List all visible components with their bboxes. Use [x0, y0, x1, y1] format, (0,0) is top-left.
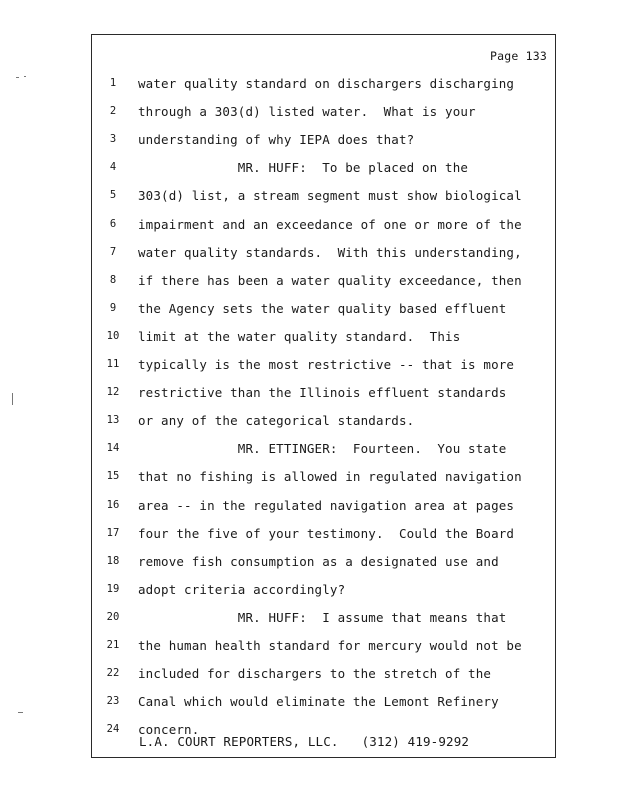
line-number: 20 — [106, 610, 120, 623]
scan-mark — [16, 77, 19, 78]
line-number: 13 — [106, 414, 120, 427]
line-number: 8 — [109, 273, 117, 286]
transcript-line: water quality standard on dischargers discharging — [138, 76, 515, 91]
line-number: 2 — [109, 105, 117, 118]
transcript-line: included for dischargers to the stretch of the — [138, 666, 492, 682]
transcript-line: typically is the most restrictive -- that is more — [138, 357, 515, 372]
transcript-line: or any of the categorical standards. — [138, 413, 415, 429]
line-number: 4 — [109, 161, 117, 174]
line-number: 12 — [106, 386, 120, 399]
transcript-line: concern. — [138, 722, 200, 738]
transcript-line: limit at the water quality standard. This — [138, 328, 461, 344]
transcript-line: if there has been a water quality exceedance, then — [138, 272, 522, 288]
transcript-line: MR. HUFF: I assume that means that — [138, 609, 507, 625]
line-number: 23 — [106, 695, 120, 708]
line-number: 1 — [109, 77, 117, 89]
line-number: 15 — [106, 470, 120, 483]
transcript-line: that no fishing is allowed in regulated navigation — [138, 469, 522, 485]
reporter-footer: L.A. COURT REPORTERS, LLC. (312) 419-9292 — [139, 734, 470, 749]
transcript-line: the Agency sets the water quality based effluent — [138, 300, 507, 316]
transcript-line: four the five of your testimony. Could the Board — [138, 525, 515, 541]
line-number: 24 — [106, 723, 120, 736]
line-number: 5 — [109, 189, 117, 202]
line-number: 10 — [106, 329, 120, 342]
transcript-line: impairment and an exceedance of one or more of the — [138, 216, 522, 232]
transcript-line: remove fish consumption as a designated use and — [138, 553, 499, 569]
scan-mark — [24, 76, 26, 77]
line-number: 22 — [106, 667, 120, 680]
line-number: 9 — [109, 301, 117, 314]
line-number: 6 — [109, 217, 117, 230]
line-number: 11 — [106, 358, 120, 370]
transcript-line: Canal which would eliminate the Lemont Refinery — [138, 694, 499, 710]
transcript-line: the human health standard for mercury would not be — [138, 638, 522, 653]
transcript-line: MR. ETTINGER: Fourteen. You state — [138, 441, 507, 457]
line-number: 3 — [109, 133, 117, 146]
line-number: 21 — [106, 639, 120, 651]
scan-mark — [12, 393, 13, 405]
line-number: 17 — [106, 526, 120, 539]
line-number: 16 — [106, 498, 120, 511]
transcript-line: area -- in the regulated navigation area at pages — [138, 497, 515, 513]
transcript-page — [91, 34, 556, 758]
transcript-line: adopt criteria accordingly? — [138, 581, 346, 597]
scan-mark — [18, 712, 23, 713]
transcript-line: understanding of why IEPA does that? — [138, 132, 415, 148]
transcript-line: restrictive than the Illinois effluent standards — [138, 385, 507, 401]
line-number: 7 — [109, 245, 117, 258]
page-number: Page 133 — [490, 49, 547, 63]
line-number: 19 — [106, 582, 120, 595]
transcript-line: MR. HUFF: To be placed on the — [138, 160, 469, 176]
line-number: 14 — [106, 442, 120, 455]
transcript-line: through a 303(d) listed water. What is your — [138, 104, 476, 120]
transcript-line: water quality standards. With this understanding, — [138, 244, 522, 260]
line-number: 18 — [106, 554, 120, 567]
transcript-line: 303(d) list, a stream segment must show biological — [138, 188, 522, 204]
